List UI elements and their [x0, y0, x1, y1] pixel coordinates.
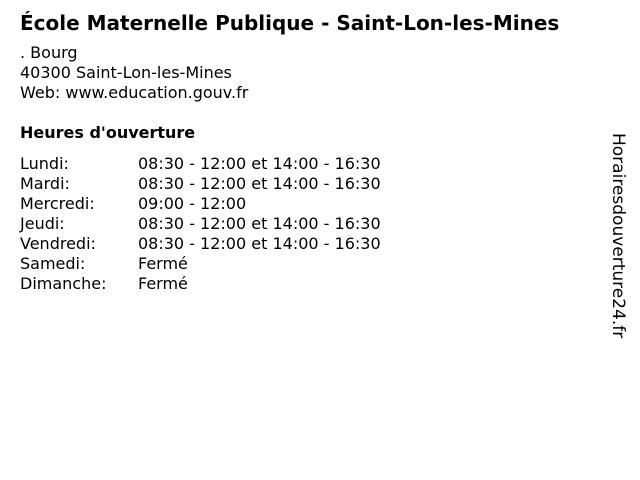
- day-label: Dimanche:: [20, 274, 107, 293]
- day-label: Mercredi:: [20, 194, 95, 213]
- day-label: Jeudi:: [20, 214, 65, 233]
- hours-row-monday: [20, 154, 381, 174]
- hours-heading: Heures d'ouverture: [20, 123, 196, 142]
- address-block: [20, 43, 248, 103]
- hours-row-sunday: [20, 274, 381, 294]
- day-label: Mardi:: [20, 174, 70, 193]
- hours-row-friday: [20, 234, 381, 254]
- day-hours: Fermé: [138, 254, 188, 273]
- street-address: . Bourg: [20, 43, 78, 62]
- day-hours: Fermé: [138, 274, 188, 293]
- day-hours: 09:00 - 12:00: [138, 194, 247, 213]
- postal-city: 40300 Saint-Lon-les-Mines: [20, 63, 232, 82]
- hours-table: [20, 154, 381, 294]
- hours-row-saturday: [20, 254, 381, 274]
- hours-row-tuesday: [20, 174, 381, 194]
- day-label: Lundi:: [20, 154, 69, 173]
- website-link[interactable]: Web: www.education.gouv.fr: [20, 83, 249, 102]
- day-hours: 08:30 - 12:00 et 14:00 - 16:30: [138, 154, 381, 173]
- site-brand-vertical: Horairesdouverture24.fr: [608, 133, 628, 339]
- page-title: École Maternelle Publique - Saint-Lon-les-Mines: [20, 11, 560, 35]
- hours-row-thursday: [20, 214, 381, 234]
- day-hours: 08:30 - 12:00 et 14:00 - 16:30: [138, 174, 381, 193]
- day-hours: 08:30 - 12:00 et 14:00 - 16:30: [138, 214, 381, 233]
- day-label: Vendredi:: [20, 234, 96, 253]
- day-hours: 08:30 - 12:00 et 14:00 - 16:30: [138, 234, 381, 253]
- day-label: Samedi:: [20, 254, 86, 273]
- hours-row-wednesday: [20, 194, 381, 214]
